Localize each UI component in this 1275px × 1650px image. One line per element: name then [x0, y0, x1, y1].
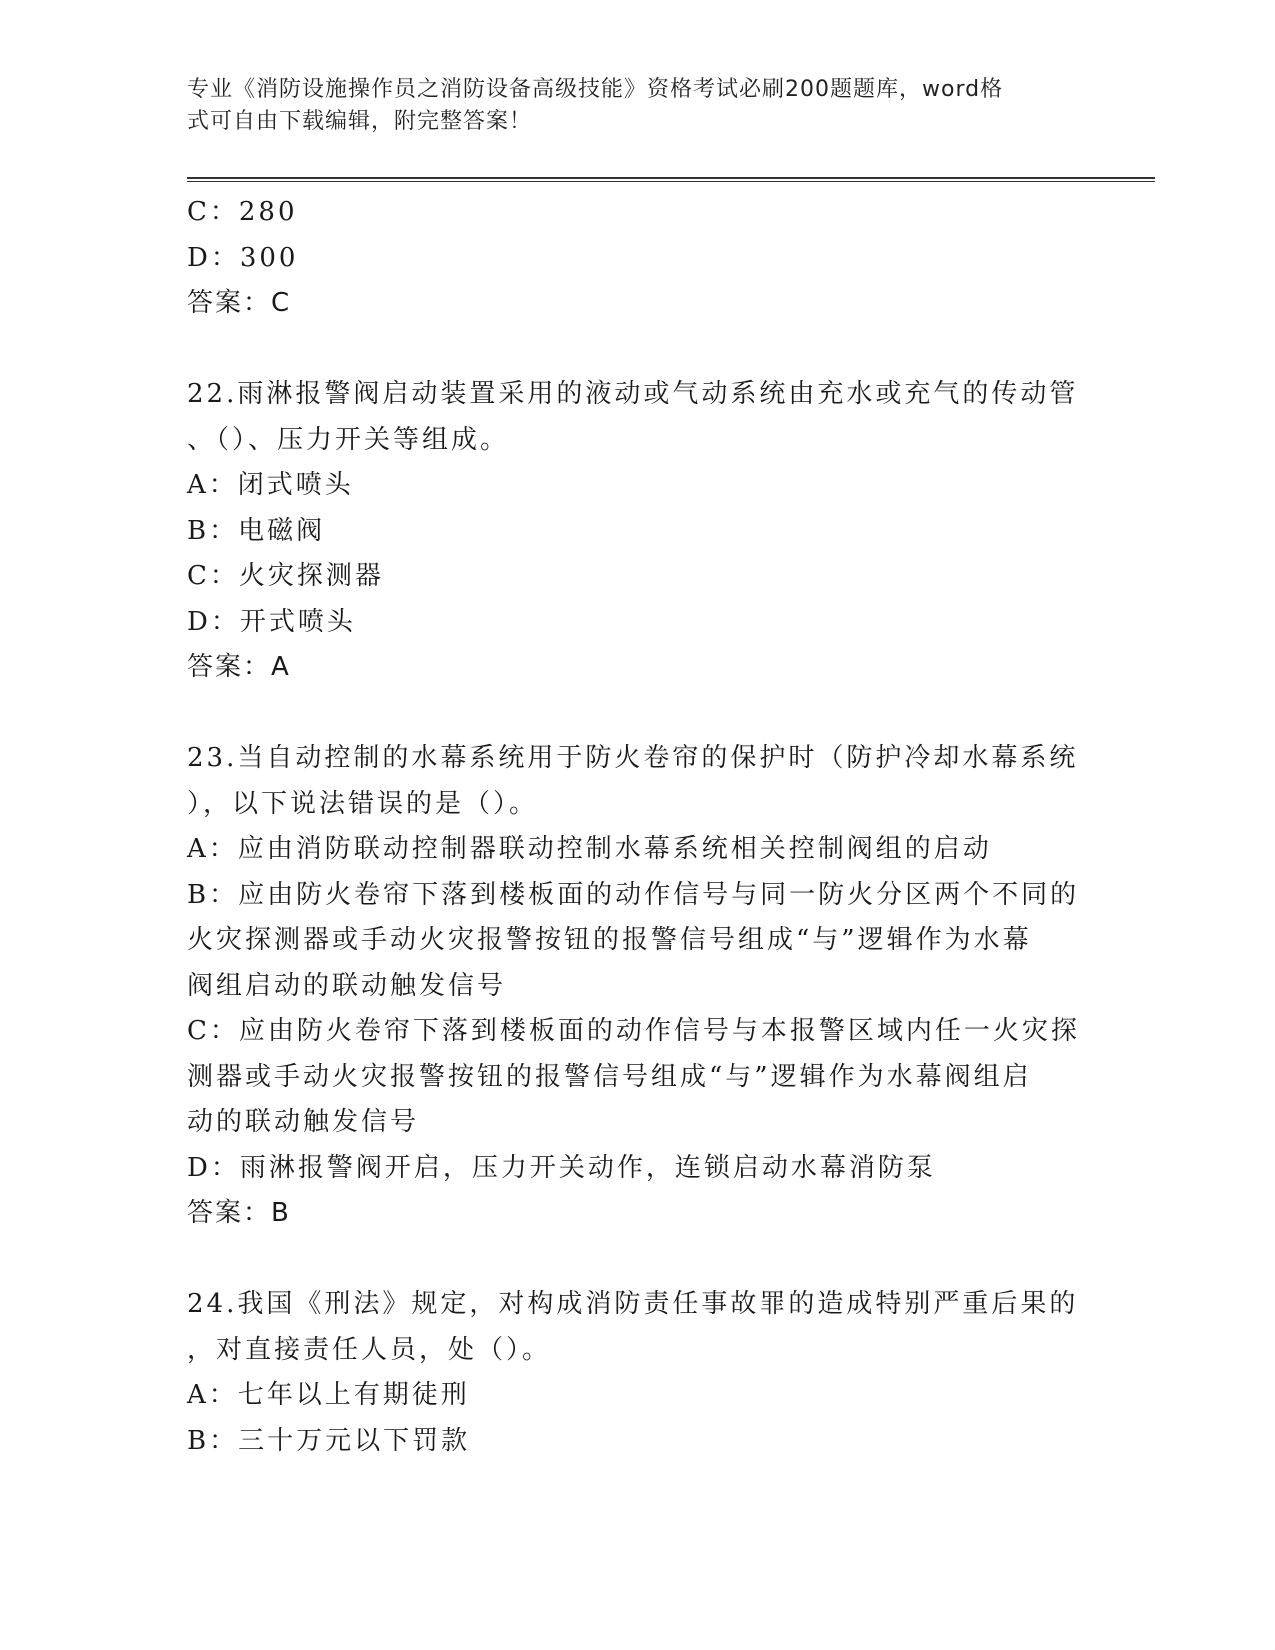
option-b: B：电磁阀 [187, 515, 326, 546]
option-d: D：雨淋报警阀开启，压力开关动作，连锁启动水幕消防泵 [187, 1152, 936, 1183]
option-c-cont: 测器或手动火灾报警按钮的报警信号组成“与”逻辑作为水幕阀组启 [187, 1061, 1032, 1092]
option-c: C：火灾探测器 [187, 561, 384, 591]
option-b-cont: 火灾探测器或手动火灾报警按钮的报警信号组成“与”逻辑作为水幕 [187, 925, 1032, 955]
question-23 [187, 736, 1080, 1237]
question-22 [187, 372, 1077, 691]
option-c-cont: 动的联动触发信号 [187, 1107, 420, 1137]
option-b: B：应由防火卷帘下落到楼板面的动作信号与同一防火分区两个不同的 [187, 879, 1080, 910]
question-24 [187, 1282, 1077, 1464]
header-line-2: 式可自由下载编辑，附完整答案！ [187, 109, 533, 134]
question-stem: ，对直接责任人员，处（）。 [187, 1334, 552, 1365]
document-header [187, 74, 1067, 138]
question-stem: ），以下说法错误的是（）。 [187, 788, 539, 819]
question-stem: 22.雨淋报警阀启动装置采用的液动或气动系统由充水或充气的传动管 [187, 379, 1079, 409]
option-d: D：开式喷头 [187, 606, 356, 637]
question-stem: 23.当自动控制的水幕系统用于防火卷帘的保护时（防护冷却水幕系统 [187, 743, 1079, 773]
option-c: C：应由防火卷帘下落到楼板面的动作信号与本报警区域内任一火灾探 [187, 1016, 1080, 1046]
option-a: A：应由消防联动控制器联动控制水幕系统相关控制阀组的启动 [187, 834, 992, 864]
option-c: C：280 [187, 197, 298, 227]
spacer [187, 327, 1077, 373]
answer: 答案：A [187, 652, 291, 682]
document-body [187, 190, 1080, 1464]
option-a: A：七年以上有期徒刑 [187, 1380, 470, 1410]
question-stem: 、（）、压力开关等组成。 [187, 424, 510, 455]
header-line-1: 专业《消防设施操作员之消防设备高级技能》资格考试必刷200题题库，word格 [187, 77, 1004, 102]
answer: 答案：C [187, 288, 292, 318]
answer: 答案：B [187, 1198, 291, 1228]
option-b-cont: 阀组启动的联动触发信号 [187, 970, 507, 1001]
question-stem: 24.我国《刑法》规定，对构成消防责任事故罪的造成特别严重后果的 [187, 1289, 1079, 1319]
spacer [187, 691, 1077, 737]
option-a: A：闭式喷头 [187, 470, 354, 500]
header-divider [187, 177, 1155, 182]
spacer [187, 1237, 1077, 1283]
option-d: D：300 [187, 242, 299, 273]
option-b: B：三十万元以下罚款 [187, 1425, 471, 1456]
